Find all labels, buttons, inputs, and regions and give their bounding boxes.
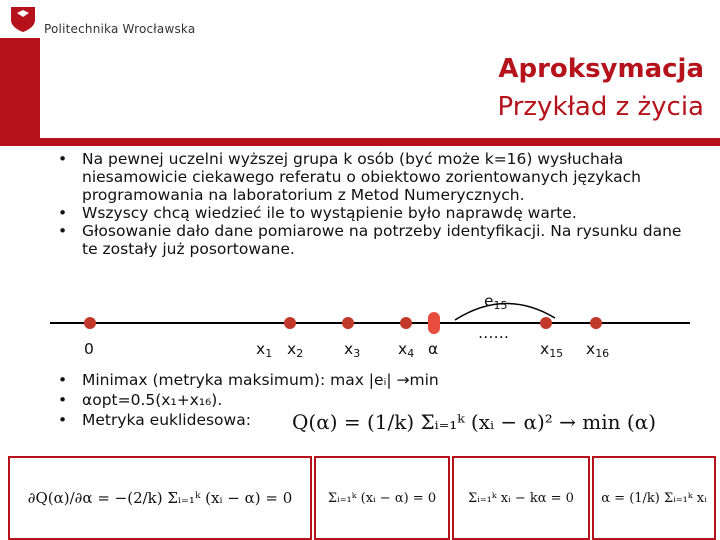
title-panel [40, 38, 720, 138]
axis-label-x3: $x_3$ [344, 340, 361, 360]
axis-label-x15: $x_{15}$ [540, 340, 564, 360]
point-0 [84, 317, 96, 329]
formula-derivative: ∂Q(α)/∂α = −(2/k) Σᵢ₌₁ᵏ (xᵢ − α) = 0 [8, 456, 312, 540]
title-rule [0, 138, 720, 146]
axis-label-x4: $x_4$ [398, 340, 415, 360]
university-name: Politechnika Wrocławska [44, 22, 196, 36]
bullet-item: • Głosowanie dało dane pomiarowe na potrzeby identyfikacji. Na rysunku dane te zostały już posortowane. [82, 222, 692, 258]
axis-label-0: 0 [84, 340, 94, 358]
formula-sum-k: Σᵢ₌₁ᵏ xᵢ − kα = 0 [452, 456, 590, 540]
axis-label-x1: $x_1$ [256, 340, 273, 360]
bullet-list [52, 150, 692, 258]
axis-label-alpha: α [428, 340, 439, 358]
formula-alpha: α = (1/k) Σᵢ₌₁ᵏ xᵢ [592, 456, 716, 540]
axis-label-e15: $e_{15}$ [484, 292, 508, 312]
bullet-item: • αopt=0.5(x₁+x₁₆). [82, 390, 692, 410]
point-x3 [342, 317, 354, 329]
university-logo-icon [8, 4, 38, 34]
bullet-item: • Na pewnej uczelni wyższej grupa k osób (być może k=16) wysłuchała niesamowicie ciekawego referatu o obiektowo zorientowanych językach programowania na laboratorium z Metod Numerycznych. [82, 150, 692, 204]
bullet-item: • Minimax (metryka maksimum): max |eᵢ| →min [82, 370, 692, 390]
axis-dots: …… [478, 324, 509, 342]
axis-label-x2: $x_2$ [287, 340, 304, 360]
formula-q: Q(α) = (1/k) Σᵢ₌₁ᵏ (xᵢ − α)² → min (α) [292, 410, 657, 434]
axis-label-x16: $x_{16}$ [586, 340, 610, 360]
point-x2 [284, 317, 296, 329]
slide-title: Aproksymacja [498, 54, 704, 84]
alpha-marker [428, 312, 440, 334]
point-x4 [400, 317, 412, 329]
bullet-item: • Wszyscy chcą wiedzieć ile to wystąpienie było naprawdę warte. [82, 204, 692, 222]
bullet-item: • Metryka euklidesowa: [82, 410, 692, 430]
top-bar [0, 0, 720, 38]
slide-subtitle: Przykład z życia [497, 92, 704, 122]
point-x16 [590, 317, 602, 329]
formula-sum: Σᵢ₌₁ᵏ (xᵢ − α) = 0 [314, 456, 450, 540]
